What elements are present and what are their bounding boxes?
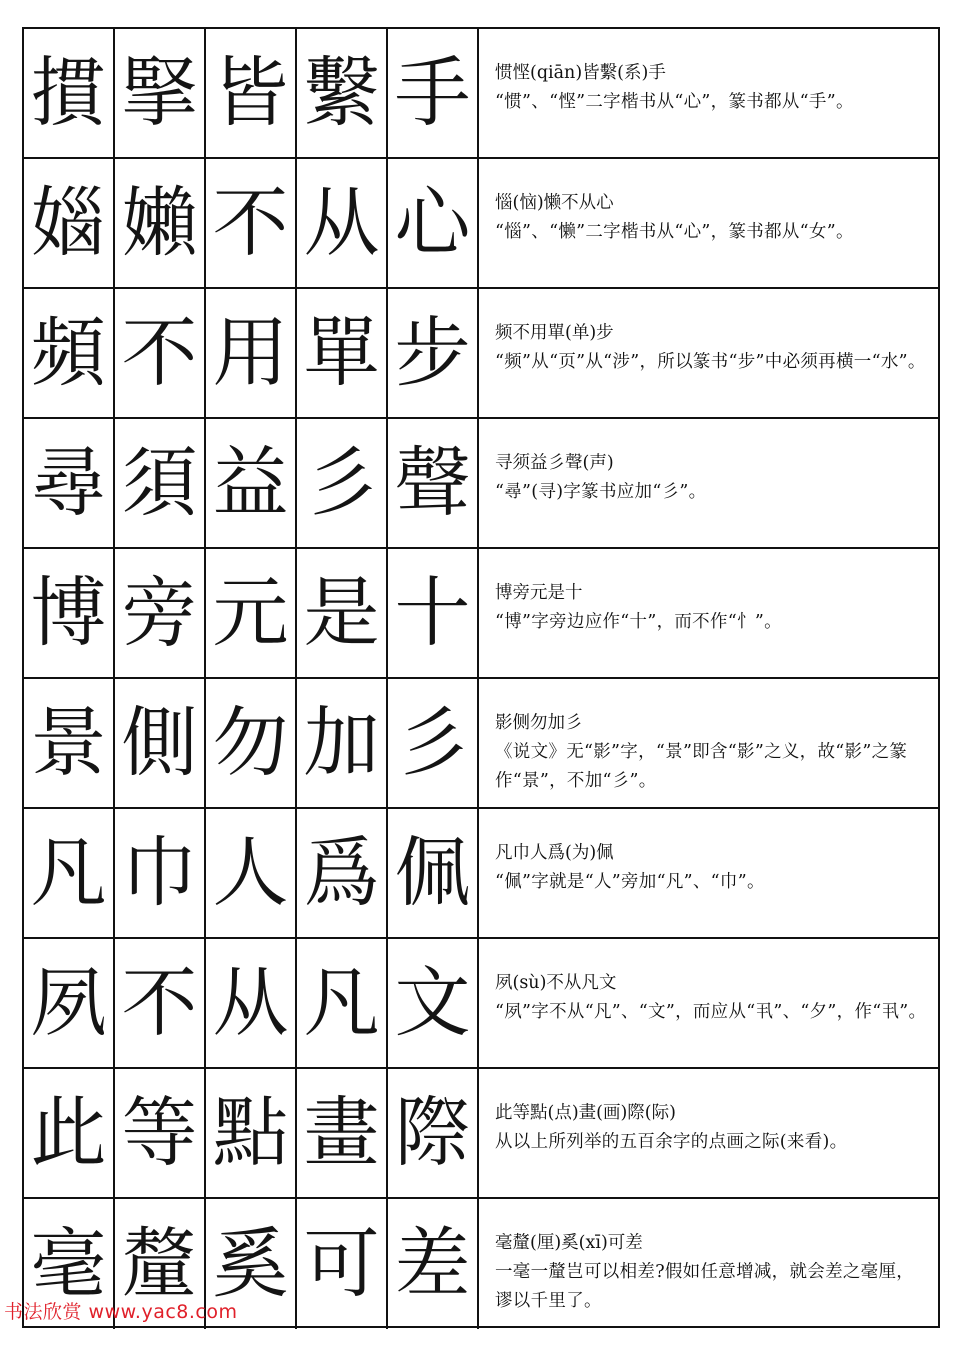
annotation-title: 寻须益彡聲(声) [495, 453, 614, 473]
annotation-body: “博”字旁边应作“十”，而不作“忄”。 [495, 612, 782, 632]
seal-character-cell [388, 809, 479, 937]
seal-character-cell [24, 1069, 115, 1197]
seal-character: 此 [30, 1088, 107, 1177]
seal-character-cell [115, 159, 206, 287]
annotation-cell [479, 809, 938, 937]
seal-character: 繫 [303, 48, 380, 137]
seal-character-cell [206, 679, 297, 807]
table-row [24, 289, 938, 419]
seal-character: 旁 [121, 568, 198, 657]
seal-character: 畫 [303, 1088, 380, 1177]
annotation-cell [479, 1069, 938, 1197]
seal-character: 不 [212, 178, 289, 267]
seal-character-cell [297, 1069, 388, 1197]
seal-character-cell [297, 939, 388, 1067]
seal-character-cell [24, 549, 115, 677]
seal-character: 側 [121, 698, 198, 787]
table-row [24, 29, 938, 159]
seal-character-cell [388, 29, 479, 157]
seal-character-cell [115, 1069, 206, 1197]
seal-character: 嬾 [121, 178, 198, 267]
table-row [24, 549, 938, 679]
annotation-title: 博旁元是十 [495, 583, 583, 603]
seal-character-cell [24, 419, 115, 547]
seal-character: 差 [394, 1219, 471, 1308]
seal-character: 勿 [212, 698, 289, 787]
seal-character: 須 [121, 438, 198, 527]
seal-character: 爲 [303, 828, 380, 917]
seal-character: 彡 [394, 698, 471, 787]
seal-character: 凡 [30, 828, 107, 917]
seal-character: 等 [121, 1088, 198, 1177]
annotation-cell [479, 1199, 938, 1329]
seal-character-cell [206, 159, 297, 287]
seal-character: 際 [394, 1088, 471, 1177]
seal-character-cell [115, 679, 206, 807]
seal-character-cell [388, 159, 479, 287]
table-row [24, 809, 938, 939]
site-watermark: 书法欣赏 www.yac8.com [4, 1301, 238, 1323]
annotation-cell [479, 419, 938, 547]
seal-character: 夙 [30, 958, 107, 1047]
seal-character-cell [206, 419, 297, 547]
annotation-body: “惱”、“懒”二字楷书从“心”，篆书都从“女”。 [495, 222, 854, 242]
annotation-body: “佩”字就是“人”旁加“凡”、“巾”。 [495, 872, 765, 892]
seal-character: 毫 [30, 1219, 107, 1308]
seal-character-cell [297, 29, 388, 157]
annotation-title: 频不用單(单)步 [495, 323, 614, 343]
seal-script-table [22, 27, 940, 1328]
annotation-body: 《说文》无“影”字，“景”即含“影”之义，故“影”之篆作“景”，不加“彡”。 [495, 742, 908, 791]
seal-character-cell [24, 809, 115, 937]
seal-character-cell [388, 679, 479, 807]
table-row [24, 159, 938, 289]
seal-character-cell [24, 939, 115, 1067]
seal-character: 㛴 [30, 178, 107, 267]
seal-character: 聲 [394, 438, 471, 527]
seal-character-cell [115, 809, 206, 937]
annotation-body: “惯”、“悭”二字楷书从“心”，篆书都从“手”。 [495, 92, 854, 112]
seal-character: 是 [303, 568, 380, 657]
seal-character-cell [206, 1069, 297, 1197]
seal-character-cell [24, 159, 115, 287]
seal-character: 从 [303, 178, 380, 267]
seal-character: 單 [303, 308, 380, 397]
annotation-title: 惯悭(qiān)皆繫(系)手 [495, 63, 666, 83]
seal-character-cell [297, 549, 388, 677]
seal-character-cell [115, 549, 206, 677]
seal-character: 益 [212, 438, 289, 527]
seal-character: 皆 [212, 48, 289, 137]
seal-character: 佩 [394, 828, 471, 917]
seal-character-cell [297, 1199, 388, 1329]
annotation-cell [479, 679, 938, 807]
seal-character: 十 [394, 568, 471, 657]
table-row [24, 419, 938, 549]
annotation-title: 夙(sù)不从凡文 [495, 973, 617, 993]
seal-character: 不 [121, 308, 198, 397]
seal-character: 巾 [121, 828, 198, 917]
annotation-title: 凡巾人爲(为)佩 [495, 843, 614, 863]
annotation-title: 惱(恼)懒不从心 [495, 193, 614, 213]
annotation-body: 从以上所列举的五百余字的点画之际(来看)。 [495, 1132, 848, 1152]
seal-character: 文 [394, 958, 471, 1047]
annotation-title: 毫釐(厘)奚(xī)可差 [495, 1233, 643, 1253]
annotation-cell [479, 549, 938, 677]
seal-character-cell [388, 289, 479, 417]
seal-character: 凡 [303, 958, 380, 1047]
seal-character-cell [206, 549, 297, 677]
seal-character-cell [388, 549, 479, 677]
seal-character: 景 [30, 698, 107, 787]
seal-character: 彡 [303, 438, 380, 527]
seal-character: 心 [394, 178, 471, 267]
seal-character: 步 [394, 308, 471, 397]
seal-character: 从 [212, 958, 289, 1047]
seal-character: 奚 [212, 1219, 289, 1308]
seal-character-cell [115, 289, 206, 417]
seal-character-cell [297, 679, 388, 807]
seal-character-cell [24, 679, 115, 807]
seal-character-cell [206, 809, 297, 937]
annotation-title: 此等點(点)畫(画)際(际) [495, 1103, 676, 1123]
annotation-body: 一毫一釐岂可以相差?假如任意增减，就会差之毫厘，谬以千里了。 [495, 1262, 915, 1311]
seal-character-cell [24, 29, 115, 157]
seal-character: 加 [303, 698, 380, 787]
seal-character: 手 [394, 48, 471, 137]
seal-character: 頻 [30, 308, 107, 397]
seal-character: 不 [121, 958, 198, 1047]
seal-character-cell [206, 939, 297, 1067]
annotation-cell [479, 159, 938, 287]
seal-character: 摜 [30, 48, 107, 137]
seal-character: 元 [212, 568, 289, 657]
seal-character-cell [206, 29, 297, 157]
annotation-body: “频”从“页”从“涉”，所以篆书“步”中必须再横一“水”。 [495, 352, 926, 372]
annotation-title: 影侧勿加彡 [495, 713, 583, 733]
seal-character-cell [297, 289, 388, 417]
seal-character-cell [297, 419, 388, 547]
seal-character-cell [115, 419, 206, 547]
annotation-cell [479, 29, 938, 157]
seal-character: 用 [212, 308, 289, 397]
seal-character: 尋 [30, 438, 107, 527]
seal-character: 可 [303, 1219, 380, 1308]
annotation-cell [479, 939, 938, 1067]
table-row [24, 939, 938, 1069]
seal-character: 人 [212, 828, 289, 917]
seal-character-cell [24, 289, 115, 417]
seal-character: 釐 [121, 1219, 198, 1308]
seal-character-cell [388, 419, 479, 547]
seal-character-cell [297, 809, 388, 937]
table-row [24, 679, 938, 809]
seal-character-cell [297, 159, 388, 287]
annotation-cell [479, 289, 938, 417]
seal-character-cell [388, 1069, 479, 1197]
annotation-body: “夙”字不从“凡”、“文”，而应从“丮”、“夕”，作“丮”。 [495, 1002, 927, 1022]
seal-character-cell [388, 939, 479, 1067]
seal-character-cell [388, 1199, 479, 1329]
annotation-body: “尋”(寻)字篆书应加“彡”。 [495, 482, 707, 502]
seal-character-cell [115, 939, 206, 1067]
seal-character: 點 [212, 1088, 289, 1177]
seal-character: 掔 [121, 48, 198, 137]
seal-character-cell [206, 289, 297, 417]
seal-character-cell [115, 29, 206, 157]
seal-character: 博 [30, 568, 107, 657]
table-row [24, 1069, 938, 1199]
